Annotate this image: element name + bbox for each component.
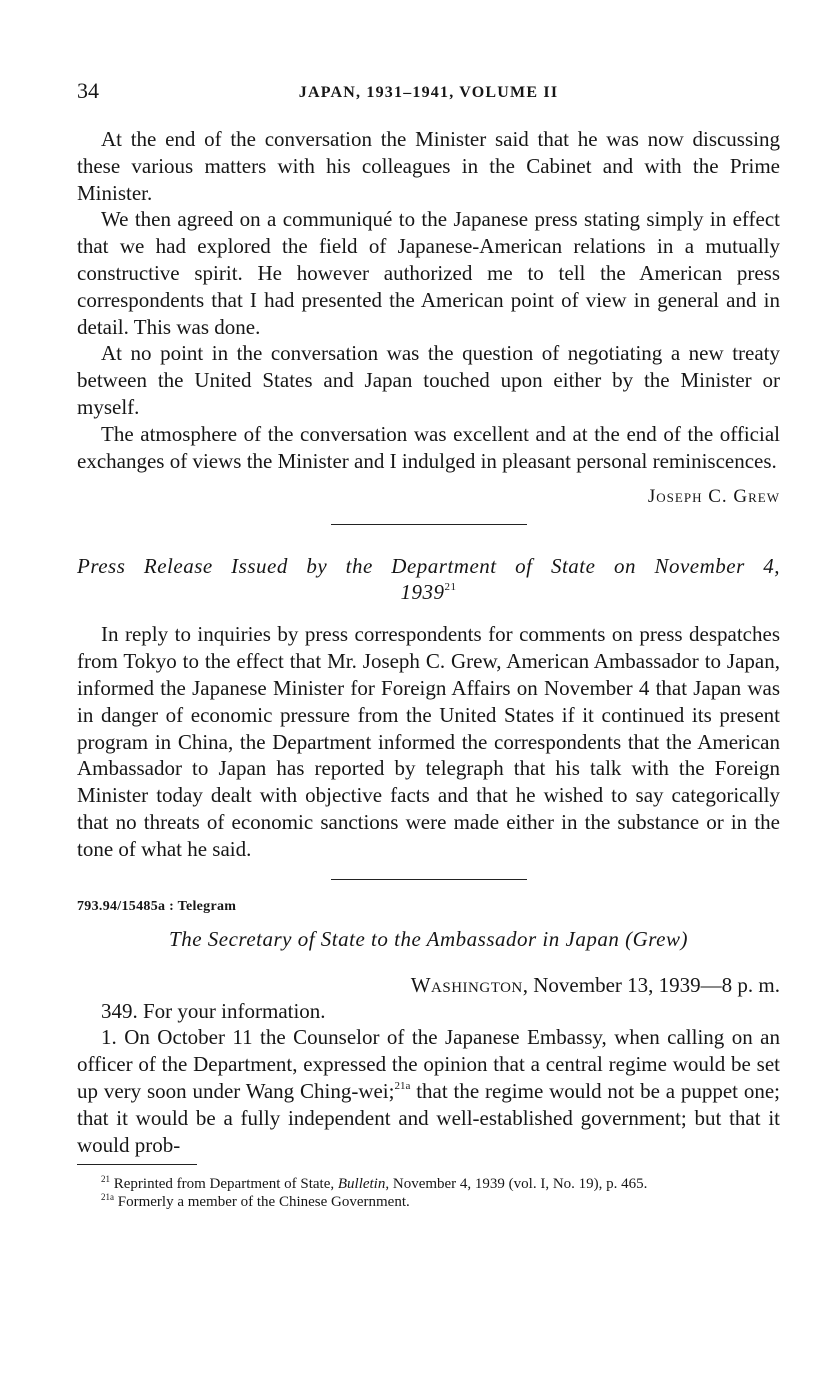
document-page [77,76,780,1211]
paragraph: 349. For your information. [101,998,326,1023]
footnote-ref: 21 [444,581,457,594]
paragraph: We then agreed on a communiqué to the Japanese press stating simply in effect that we had explored the field of Japanese-American relations in a mutually constructive spirit. He however authorized me to tell the American press correspondents that I had presented the American point of view in general and in detail. This was done. [77,207,780,339]
footnote-divider [77,1164,197,1165]
paragraph: At the end of the conversation the Minister said that he was now discussing these various matters with his colleagues in the Cabinet and with the Prime Minister. [77,127,780,205]
footnote-21a: $^{21a}$ Formerly a member of the Chinese Government. [101,1192,410,1211]
running-head: JAPAN, 1931–1941, VOLUME II [298,84,559,101]
file-reference: 793.94/15485a : Telegram [77,898,237,914]
press-release-title-line2: 1939$^{21}$ [400,580,457,605]
grew-report-conclusion [77,126,780,510]
signature: Joseph C. Grew [647,486,780,508]
page-header [77,76,780,106]
telegram-title: The Secretary of State to the Ambassador in Japan (Grew) [169,926,688,951]
paragraph: The atmosphere of the conversation was excellent and at the end of the official exchanges of views the Minister and I indulged in pleasant personal reminiscences. [77,421,780,473]
telegram-dateline: Washington, November 13, 1939—8 p. m. [410,972,780,997]
press-release-title [77,553,780,605]
paragraph: At no point in the conversation was the question of negotiating a new treaty between the United States and Japan touched upon either by the Minister or myself. [77,341,780,419]
press-release-body: In reply to inquiries by press correspondents for comments on press despatches from Tokyo to the effect that Mr. Joseph C. Grew, American Ambassador to Japan, informed the Japanese Minister for Foreign Affairs on November 4 that Japan was in danger of economic pressure from the United States if it continued its present program in China, the Department informed the correspondents that the American Ambassador to Japan has reported by telegraph that his talk with the Foreign Minister today dealt with objective facts and that he wished to say categorically that no threats of economic sanctions were made either in the substance or in the tone of what he said. [77,622,780,861]
footnotes [77,1175,780,1211]
page-number: 34 [77,78,99,103]
paragraph: 1. On October 11 the Counselor of the Japanese Embassy, when calling on an officer of the Department, expressed the opinion that a central regime would be set up very soon under Wang Ching-wei;$^{21a}$ that the regime would not be a puppet one; that it would be a fully independent and well-established government; but that it would prob- [77,1025,780,1157]
footnote-ref: 21a [394,1079,411,1092]
section-divider [331,879,527,880]
press-release-title-line1: Press Release Issued by the Department of State on November 4, [77,554,780,579]
footnote-21: $^{21}$ Reprinted from Department of State, Bulletin, November 4, 1939 (vol. I, No. 19), p. 465. [101,1174,648,1193]
section-divider [331,524,527,525]
